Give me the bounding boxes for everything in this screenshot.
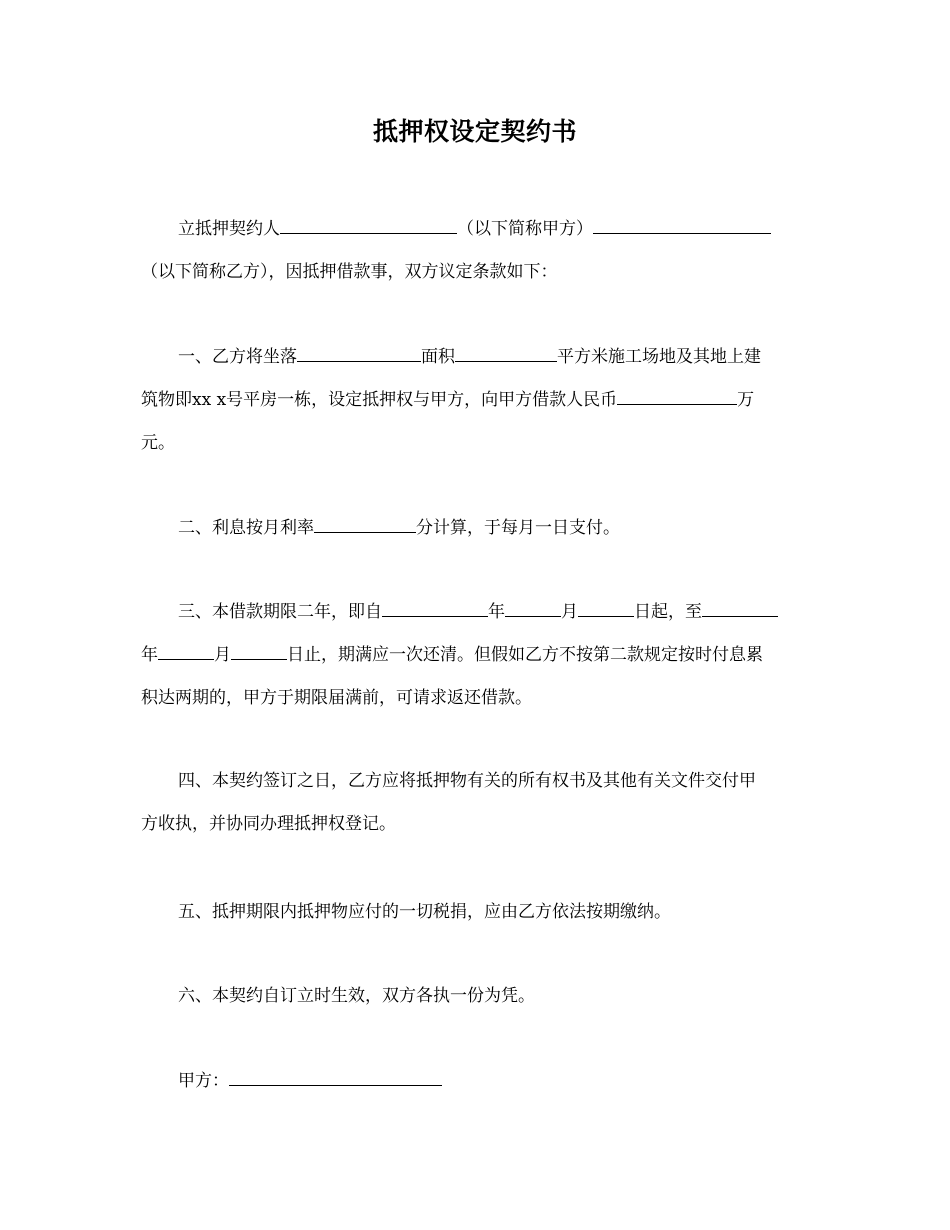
clause-3-text-6: 月 bbox=[214, 645, 231, 665]
blank-location[interactable] bbox=[297, 344, 421, 362]
preamble-text-1: 立抵押契约人 bbox=[178, 219, 280, 239]
clause-3-text-8: 积达两期的，甲方于期限届满前，可请求返还借款。 bbox=[141, 688, 532, 708]
clause-6-text-1: 六、本契约自订立时生效，双方各执一份为凭。 bbox=[178, 986, 535, 1006]
signature-block bbox=[141, 1060, 815, 1103]
clause-5-paragraph bbox=[141, 891, 815, 934]
blank-end-year[interactable] bbox=[702, 599, 778, 617]
clause-5-text-1: 五、抵押期限内抵押物应付的一切税捐，应由乙方依法按期缴纳。 bbox=[178, 902, 671, 922]
blank-start-year[interactable] bbox=[382, 599, 488, 617]
clause-2-text-1: 二、利息按月利率 bbox=[178, 518, 314, 538]
preamble-text-3: （以下简称乙方），因抵押借款事，双方议定条款如下： bbox=[141, 262, 558, 282]
clause-1-text-2: 面积 bbox=[421, 347, 455, 367]
clause-3-text-4: 日起，至 bbox=[634, 602, 702, 622]
clause-3-paragraph bbox=[141, 591, 815, 720]
clause-4-paragraph bbox=[141, 760, 815, 846]
clause-3-text-3: 月 bbox=[561, 602, 578, 622]
clause-1-text-6: 元。 bbox=[141, 433, 175, 453]
clause-1-text-4: 筑物即xx x号平房一栋，设定抵押权与甲方，向甲方借款人民币 bbox=[141, 390, 618, 410]
blank-end-day[interactable] bbox=[231, 642, 287, 660]
clause-4-text-1: 四、本契约签订之日，乙方应将抵押物有关的所有权书及其他有关文件交付甲 bbox=[178, 771, 756, 791]
clause-1-text-5: 万 bbox=[737, 390, 755, 410]
clause-1-text-3: 平方米施工场地及其地上建 bbox=[557, 347, 761, 367]
blank-party-b[interactable] bbox=[593, 216, 771, 234]
preamble-paragraph bbox=[141, 208, 815, 294]
clause-1-text-1: 一、乙方将坐落 bbox=[178, 347, 297, 367]
document-title: 抵押权设定契约书 bbox=[372, 117, 577, 146]
blank-interest-rate[interactable] bbox=[314, 515, 416, 533]
blank-loan-amount[interactable] bbox=[617, 387, 737, 405]
clause-3-text-2: 年 bbox=[488, 602, 505, 622]
clause-6-paragraph bbox=[141, 975, 815, 1018]
preamble-text-2: （以下简称甲方） bbox=[457, 219, 593, 239]
blank-area[interactable] bbox=[455, 344, 557, 362]
clause-3-text-1: 三、本借款期限二年，即自 bbox=[178, 602, 382, 622]
clause-4-text-2: 方收执，并协同办理抵押权登记。 bbox=[141, 814, 396, 834]
blank-start-month[interactable] bbox=[505, 599, 561, 617]
blank-end-month[interactable] bbox=[158, 642, 214, 660]
blank-party-a-signature[interactable] bbox=[229, 1068, 442, 1086]
party-a-label: 甲方： bbox=[178, 1071, 229, 1091]
clause-2-text-2: 分计算，于每月一日支付。 bbox=[416, 518, 620, 538]
blank-start-day[interactable] bbox=[578, 599, 634, 617]
blank-contractor[interactable] bbox=[280, 216, 457, 234]
clause-3-text-7: 日止，期满应一次还清。但假如乙方不按第二款规定按时付息累 bbox=[287, 645, 763, 665]
clause-2-paragraph bbox=[141, 507, 815, 550]
clause-3-text-5: 年 bbox=[141, 645, 158, 665]
clause-1-paragraph bbox=[141, 336, 815, 465]
